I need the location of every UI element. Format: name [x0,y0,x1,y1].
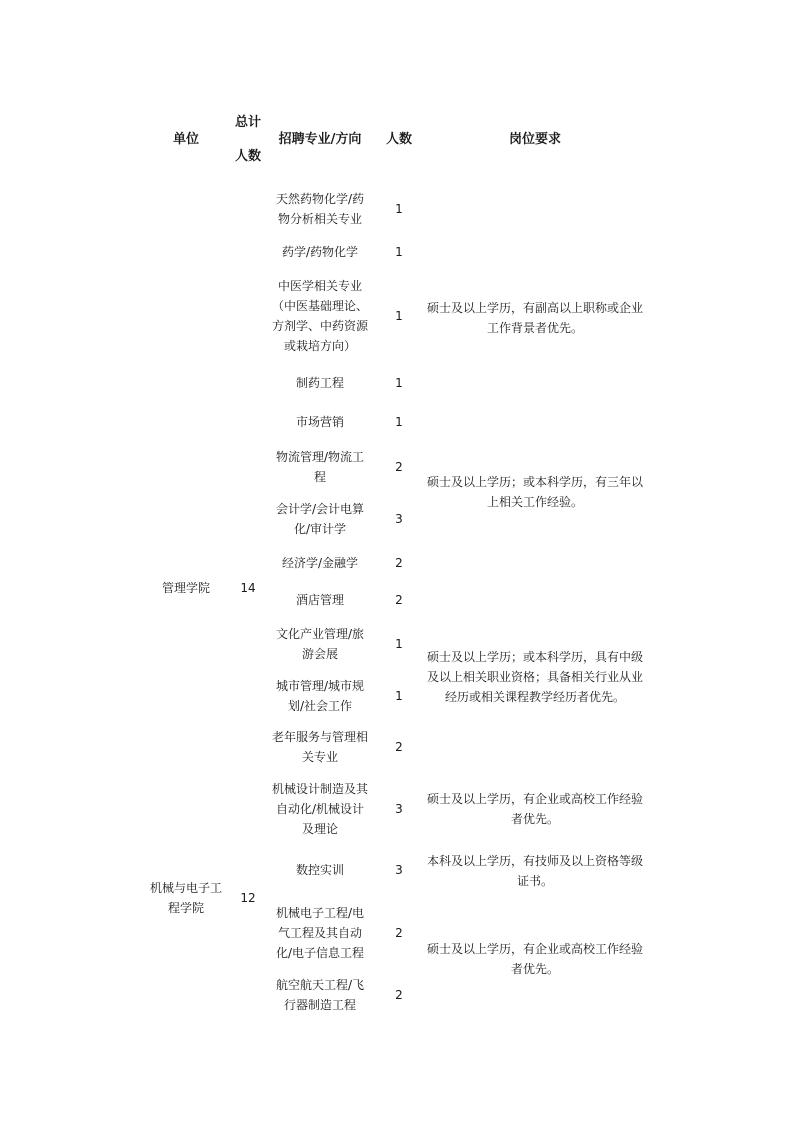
requirement-cell: 硕士及以上学历；或本科学历，具有中级及以上相关职业资格；具备相关行业从业经历或相关课程教学经历者优先。 [426,650,643,704]
count-cell: 1 [395,245,403,259]
count-cell: 2 [395,926,403,940]
major-cell: 城市管理/城市规划/社会工作 [275,679,365,713]
major-cell: 物流管理/物流工程 [275,450,365,484]
count-cell: 2 [395,593,403,607]
major-cell: 经济学/金融学 [281,556,359,570]
requirement-cell: 硕士及以上学历；或本科学历，有三年以上相关工作经验。 [426,475,643,509]
count-cell: 1 [395,637,403,651]
major-cell: 市场营销 [295,415,344,429]
major-cell: 天然药物化学/药物分析相关专业 [275,192,365,226]
header-count: 人数 [385,132,412,147]
header-requirement: 岗位要求 [508,132,561,147]
unit-management-total: 14 [240,581,256,595]
requirement-cell: 硕士及以上学历，有企业或高校工作经验者优先。 [426,792,643,826]
count-cell: 2 [395,460,403,474]
requirement-cell: 本科及以上学历，有技师及以上资格等级证书。 [426,854,643,888]
count-cell: 1 [395,309,403,323]
major-cell: 机械电子工程/电气工程及其自动化/电子信息工程 [275,906,365,960]
major-cell: 机械设计制造及其自动化/机械设计及理论 [271,782,368,836]
count-cell: 1 [395,415,403,429]
major-cell: 制药工程 [295,376,344,390]
count-cell: 3 [395,802,403,816]
count-cell: 1 [395,376,403,390]
major-cell: 中医学相关专业（中医基础理论、方剂学、中药资源或栽培方向） [271,279,368,353]
major-cell: 文化产业管理/旅游会展 [275,627,365,661]
count-cell: 3 [395,863,403,877]
major-cell: 数控实训 [295,863,344,877]
major-cell: 酒店管理 [295,593,344,607]
header-total-line2: 人数 [234,149,261,164]
header-total [228,110,268,170]
requirement-cell: 硕士及以上学历，有副高以上职称或企业工作背景者优先。 [426,301,643,335]
count-cell: 2 [395,740,403,754]
header-total-line1: 总计 [234,115,261,130]
requirement-cell: 硕士及以上学历，有企业或高校工作经验者优先。 [426,942,643,976]
header-unit: 单位 [172,132,199,147]
count-cell: 1 [395,202,403,216]
major-cell: 会计学/会计电算化/审计学 [275,502,365,536]
unit-mechanical: 机械与电子工程学院 [149,881,222,915]
count-cell: 2 [395,556,403,570]
major-cell: 老年服务与管理相关专业 [271,730,368,764]
header-major: 招聘专业/方向 [278,132,362,147]
count-cell: 3 [395,512,403,526]
major-cell: 航空航天工程/飞行器制造工程 [275,978,365,1012]
count-cell: 2 [395,988,403,1002]
count-cell: 1 [395,689,403,703]
unit-mechanical-total: 12 [240,891,256,905]
unit-management: 管理学院 [161,581,210,595]
major-cell: 药学/药物化学 [281,245,359,259]
